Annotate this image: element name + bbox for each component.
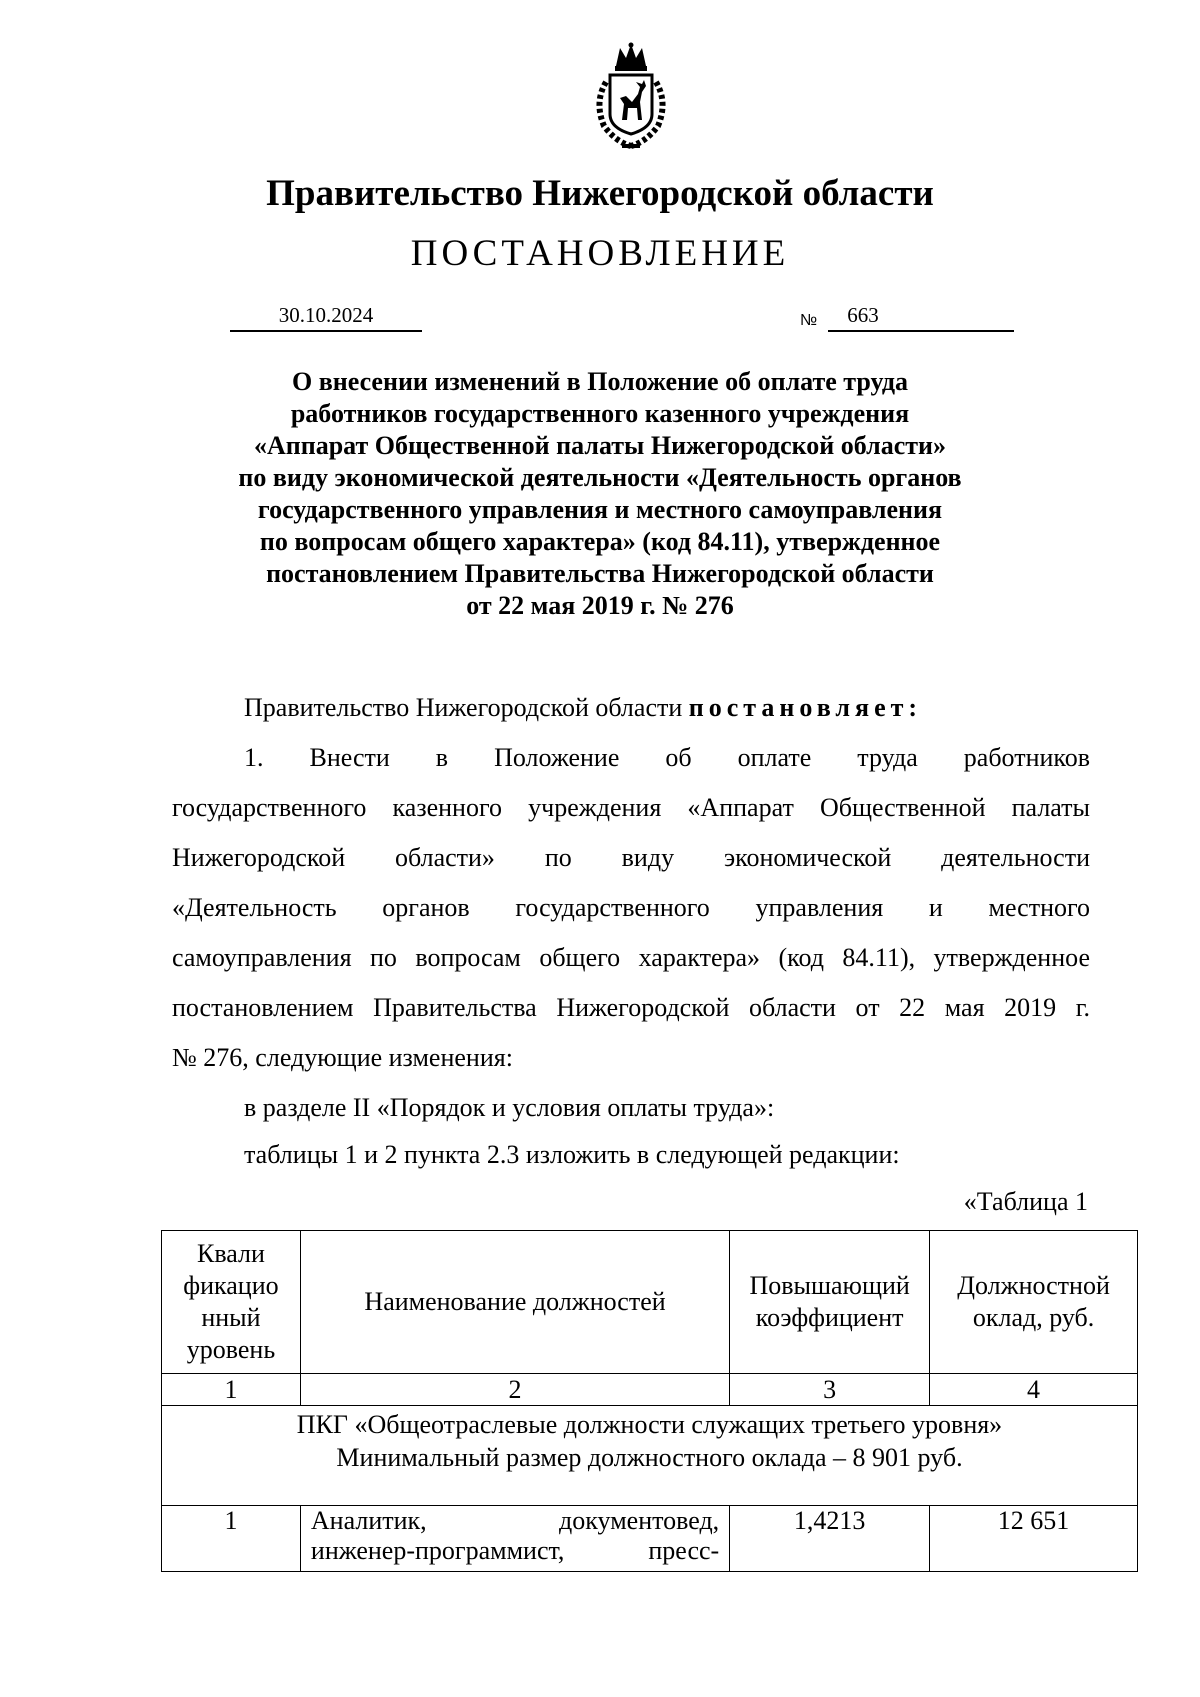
paragraph-line: самоуправления по вопросам общего характера» (код 84.11), утвержденное	[172, 943, 1090, 972]
column-number: 1	[162, 1374, 301, 1406]
subject-line: О внесении изменений в Положение об оплате труда	[291, 367, 909, 396]
paragraph-line: «Деятельность органов государственного управления и местного	[172, 893, 1090, 922]
paragraph-line: Нижегородской области» по виду экономической деятельности	[172, 843, 1090, 872]
subject-line: «Аппарат Общественной палаты Нижегородской области»	[253, 431, 947, 460]
subject-line: работников государственного казенного учреждения	[290, 399, 910, 428]
header-coefficient: Повышающий коэффициент	[730, 1231, 930, 1374]
column-number: 3	[730, 1374, 930, 1406]
table-label: «Таблица 1	[963, 1187, 1088, 1216]
subject-line: от 22 мая 2019 г. № 276	[466, 591, 734, 620]
coat-of-arms-emblem	[582, 42, 680, 152]
table-row	[162, 1506, 1138, 1572]
paragraph-line: 1. Внести в Положение об оплате труда работников	[244, 743, 1090, 772]
group-cell	[162, 1406, 1138, 1506]
intro-decree-word: постановляет:	[688, 693, 923, 722]
row-positions-line: инженер-программист, пресс-	[310, 1536, 720, 1565]
tables-line: таблицы 1 и 2 пункта 2.3 изложить в следующей редакции:	[244, 1140, 900, 1169]
government-title: Правительство Нижегородской области	[266, 173, 934, 214]
document-type: ПОСТАНОВЛЕНИЕ	[410, 233, 790, 274]
paragraph-line: государственного казенного учреждения «Аппарат Общественной палаты	[172, 793, 1090, 822]
column-number: 4	[930, 1374, 1138, 1406]
table-header-row	[162, 1231, 1138, 1374]
header-salary: Должностной оклад, руб.	[930, 1231, 1138, 1374]
group-min-salary: Минимальный размер должностного оклада – 8 901 руб.	[336, 1443, 963, 1472]
row-positions	[300, 1506, 729, 1572]
header-position-names: Наименование должностей	[300, 1231, 729, 1374]
subject-line: государственного управления и местного самоуправления	[257, 495, 943, 524]
document-number	[828, 303, 1014, 332]
document-number-value: 663	[847, 303, 879, 327]
row-positions-line: Аналитик, документовед,	[310, 1506, 720, 1535]
number-sign: №	[800, 312, 818, 329]
subject-line: постановлением Правительства Нижегородской области	[266, 559, 934, 588]
paragraph-line-last: № 276, следующие изменения:	[172, 1043, 513, 1072]
group-row	[162, 1406, 1138, 1506]
row-salary: 12 651	[930, 1506, 1138, 1572]
intro-text: Правительство Нижегородской области	[244, 693, 683, 722]
document-subject	[150, 366, 1050, 622]
column-number-row	[162, 1374, 1138, 1406]
row-level: 1	[162, 1506, 301, 1572]
subject-line: по виду экономической деятельности «Деятельность органов	[238, 463, 962, 492]
document-date: 30.10.2024	[230, 303, 422, 332]
subject-line: по вопросам общего характера» (код 84.11), утвержденное	[259, 527, 941, 556]
header-qualification-level: Квали фикацио нный уровень	[162, 1231, 301, 1374]
section-line: в разделе II «Порядок и условия оплаты труда»:	[244, 1093, 775, 1122]
intro-paragraph	[244, 693, 922, 723]
group-title: ПКГ «Общеотраслевые должности служащих третьего уровня»	[296, 1410, 1003, 1439]
row-coefficient: 1,4213	[730, 1506, 930, 1572]
salary-table	[161, 1230, 1138, 1572]
column-number: 2	[300, 1374, 729, 1406]
paragraph-line: постановлением Правительства Нижегородской области от 22 мая 2019 г.	[172, 993, 1090, 1022]
